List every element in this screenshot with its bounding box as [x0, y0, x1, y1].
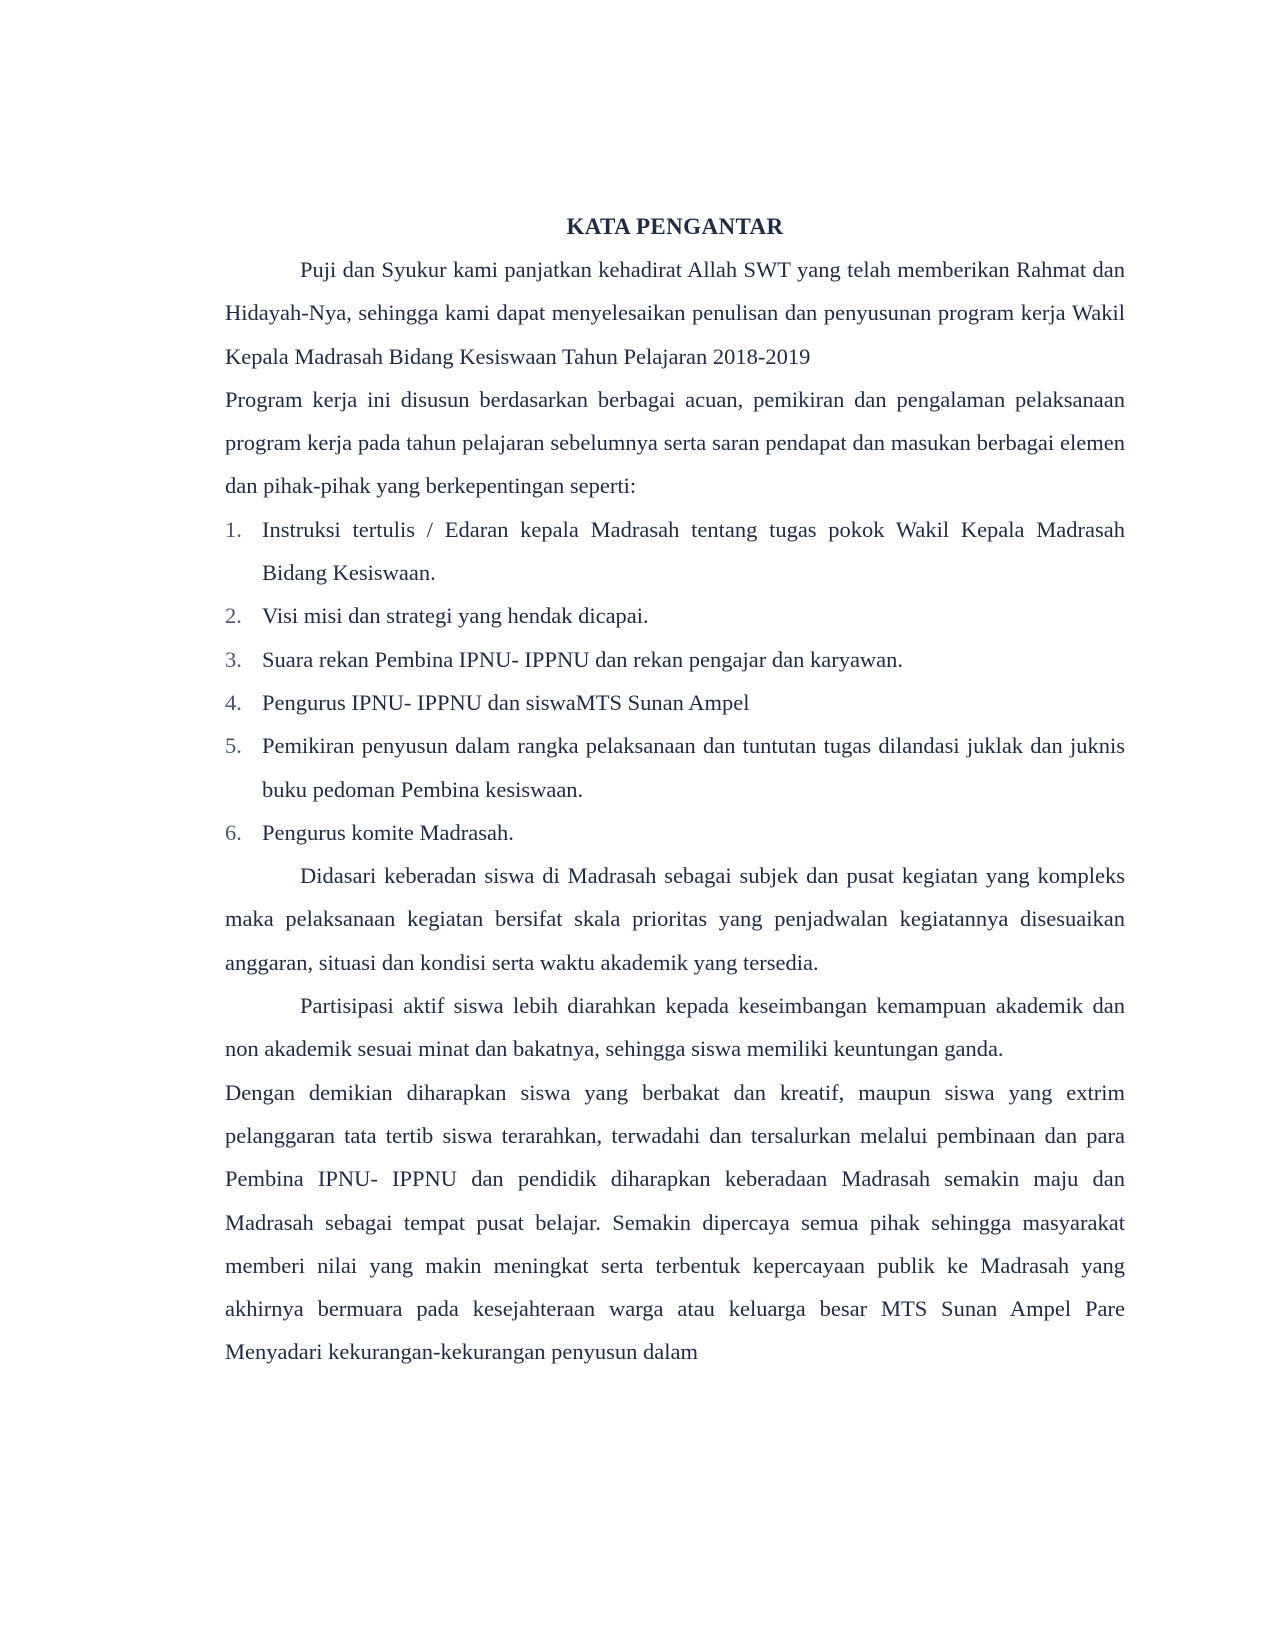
paragraph-participation: Partisipasi aktif siswa lebih diarahkan kepada keseimbangan kemampuan akademik dan non akademik sesuai minat dan bakatnya, sehingga siswa memiliki keuntungan ganda.	[225, 993, 1125, 1062]
list-item-text: Visi misi dan strategi yang hendak dicapai.	[262, 603, 649, 629]
list-item-number: 4.	[225, 689, 242, 715]
list-item	[225, 811, 1125, 854]
list-item-number: 6.	[225, 819, 242, 845]
list-item-text: Suara rekan Pembina IPNU- IPPNU dan rekan pengajar dan karyawan.	[262, 646, 904, 672]
list-item	[225, 508, 1125, 595]
page-title: KATA PENGANTAR	[566, 214, 784, 239]
reference-list	[225, 508, 1125, 854]
list-item-number: 3.	[225, 646, 242, 672]
list-item	[225, 594, 1125, 637]
list-item-number: 1.	[225, 516, 242, 542]
list-item	[225, 638, 1125, 681]
list-item-text: Pengurus komite Madrasah.	[262, 819, 514, 845]
list-item-text: Pengurus IPNU- IPPNU dan siswaMTS Sunan Ampel	[262, 689, 750, 715]
list-item-text: Instruksi tertulis / Edaran kepala Madrasah tentang tugas pokok Wakil Kepala Madrasah Bidang Kesiswaan.	[262, 516, 1125, 586]
list-item-number: 2.	[225, 603, 242, 629]
list-item	[225, 724, 1125, 811]
list-item-number: 5.	[225, 733, 242, 759]
paragraph-opening: Puji dan Syukur kami panjatkan kehadirat Allah SWT yang telah memberikan Rahmat dan Hidayah-Nya, sehingga kami dapat menyelesaikan penulisan dan penyusunan program kerja Wakil Kepala Madrasah Bidang Kesiswaan Tahun Pelajaran 2018-2019	[225, 257, 1125, 369]
list-item-text: Pemikiran penyusun dalam rangka pelaksanaan dan tuntutan tugas dilandasi juklak dan juknis buku pedoman Pembina kesiswaan.	[262, 733, 1125, 802]
paragraph-program-basis: Program kerja ini disusun berdasarkan berbagai acuan, pemikiran dan pengalaman pelaksanaan program kerja pada tahun pelajaran sebelumnya serta saran pendapat dan masukan berbagai elemen dan pihak-pihak yang berkepentingan seperti:	[225, 386, 1125, 499]
list-item	[225, 681, 1125, 724]
document-body	[225, 212, 1125, 1374]
paragraph-conclusion: Dengan demikian diharapkan siswa yang berbakat dan kreatif, maupun siswa yang extrim pelanggaran tata tertib siswa terarahkan, terwadahi dan tersalurkan melalui pembinaan dan para Pembina IPNU- IPPNU dan pendidik diharapkan keberadaan Madrasah semakin maju dan Madrasah sebagai tempat pusat belajar. Semakin dipercaya semua pihak sehingga masyarakat memberi nilai yang makin meningkat serta terbentuk kepercayaan publik ke Madrasah yang akhirnya bermuara pada kesejahteraan warga atau keluarga besar MTS Sunan Ampel Pare Menyadari kekurangan-kekurangan penyusun dalam	[225, 1079, 1125, 1365]
paragraph-student-activities: Didasari keberadan siswa di Madrasah sebagai subjek dan pusat kegiatan yang kompleks maka pelaksanaan kegiatan bersifat skala prioritas yang penjadwalan kegiatannya disesuaikan anggaran, situasi dan kondisi serta waktu akademik yang tersedia.	[225, 863, 1125, 975]
